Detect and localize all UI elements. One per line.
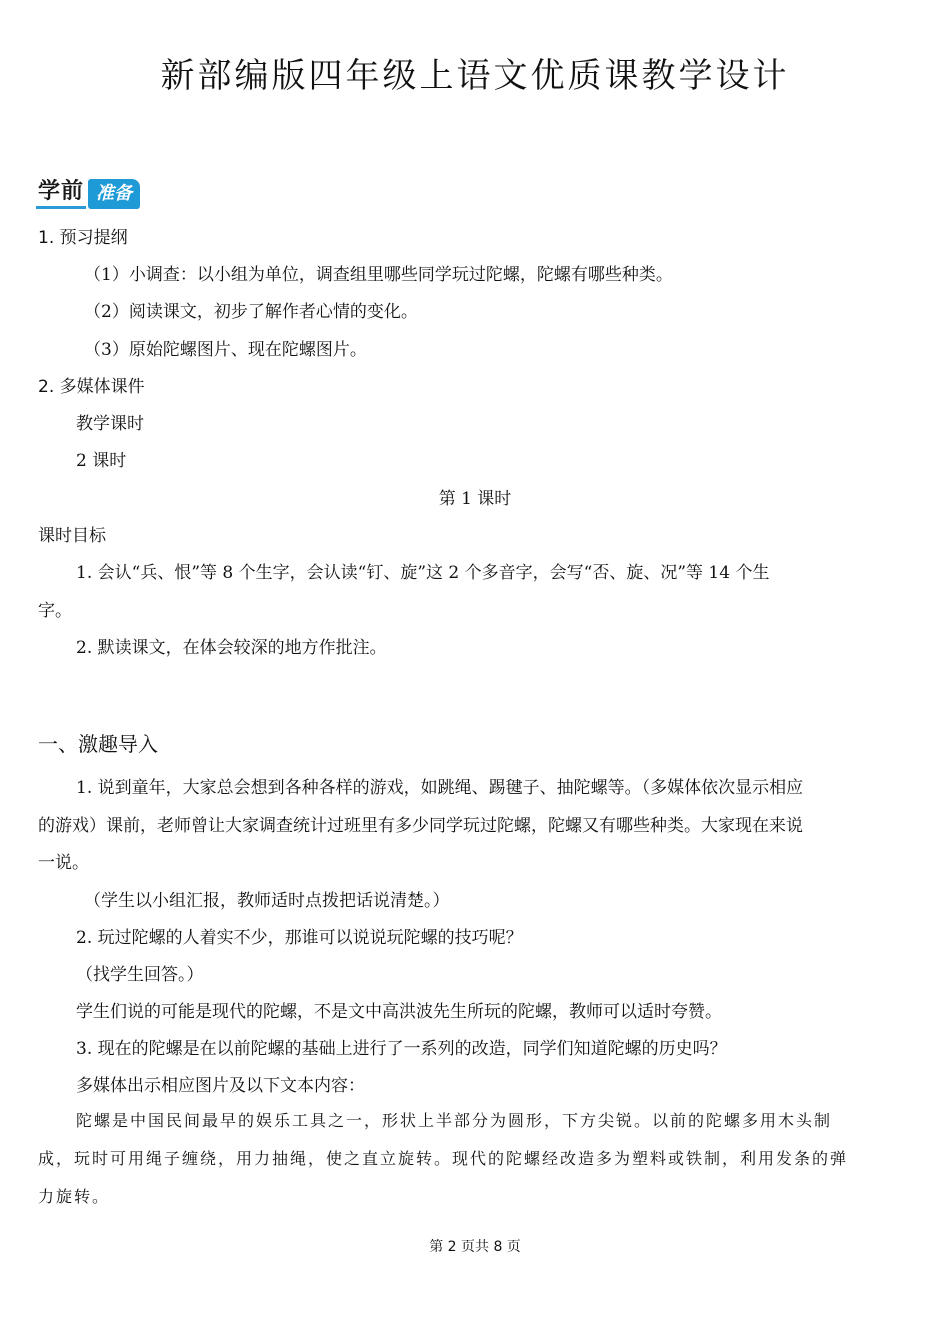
paragraph-1-line-2: 的游戏）课前，老师曾让大家调查统计过班里有多少同学玩过陀螺，陀螺又有哪些种类。大家现在来说 <box>38 816 803 836</box>
part-1-heading: 一、激趣导入 <box>38 732 158 756</box>
paragraph-2-note: （找学生回答。） <box>76 965 204 985</box>
lesson-title: 第 1 课时 <box>438 489 512 509</box>
paragraph-1-line-3: 一说。 <box>38 853 89 873</box>
badge-label-right: 准备 <box>88 179 140 209</box>
preview-outline-heading: 1. 预习提纲 <box>38 228 128 248</box>
paragraph-2-extra: 学生们说的可能是现代的陀螺，不是文中高洪波先生所玩的陀螺，教师可以适时夸赞。 <box>76 1002 722 1022</box>
paragraph-1-line-1: 1. 说到童年，大家总会想到各种各样的游戏，如跳绳、踢毽子、抽陀螺等。（多媒体依次显示相应 <box>76 778 804 798</box>
paragraph-2: 2. 玩过陀螺的人着实不少，那谁可以说说玩陀螺的技巧呢？ <box>76 928 523 948</box>
badge-label-left: 学前 <box>36 178 86 209</box>
multimedia-heading: 2. 多媒体课件 <box>38 377 145 397</box>
preview-item: （3）原始陀螺图片、现在陀螺图片。 <box>84 340 367 360</box>
paragraph-3: 3. 现在的陀螺是在以前陀螺的基础上进行了一系列的改造，同学们知道陀螺的历史吗？ <box>76 1039 727 1059</box>
goal-1-line-2: 字。 <box>38 601 72 621</box>
preview-item: （2）阅读课文，初步了解作者心情的变化。 <box>84 302 418 322</box>
page-footer: 第 2 页共 8 页 <box>429 1239 521 1255</box>
quote-line-2: 成，玩时可用绳子缠绕，用力抽绳，使之直立旋转。现代的陀螺经改造多为塑料或铁制，利用发条的弹 <box>38 1149 849 1168</box>
teaching-hours-label: 教学课时 <box>76 414 144 434</box>
paragraph-1-note: （学生以小组汇报，教师适时点拨把话说清楚。） <box>84 891 450 911</box>
goal-1-line-1: 1. 会认“兵、恨”等 8 个生字，会认读“钉、旋”这 2 个多音字，会写“否、旋、况”等 14 个生 <box>76 563 770 583</box>
teaching-hours-value: 2 课时 <box>76 451 127 471</box>
document-title: 新部编版四年级上语文优质课教学设计 <box>160 56 790 96</box>
quote-line-1: 陀螺是中国民间最早的娱乐工具之一，形状上半部分为圆形，下方尖锐。以前的陀螺多用木头制 <box>76 1111 833 1130</box>
paragraph-3-note: 多媒体出示相应图片及以下文本内容： <box>76 1076 365 1096</box>
section-badge <box>36 175 140 209</box>
preview-item: （1）小调查：以小组为单位，调查组里哪些同学玩过陀螺，陀螺有哪些种类。 <box>84 265 673 285</box>
goal-2: 2. 默读课文，在体会较深的地方作批注。 <box>76 638 387 658</box>
goals-heading: 课时目标 <box>38 526 106 546</box>
quote-line-3: 力旋转。 <box>38 1187 111 1206</box>
